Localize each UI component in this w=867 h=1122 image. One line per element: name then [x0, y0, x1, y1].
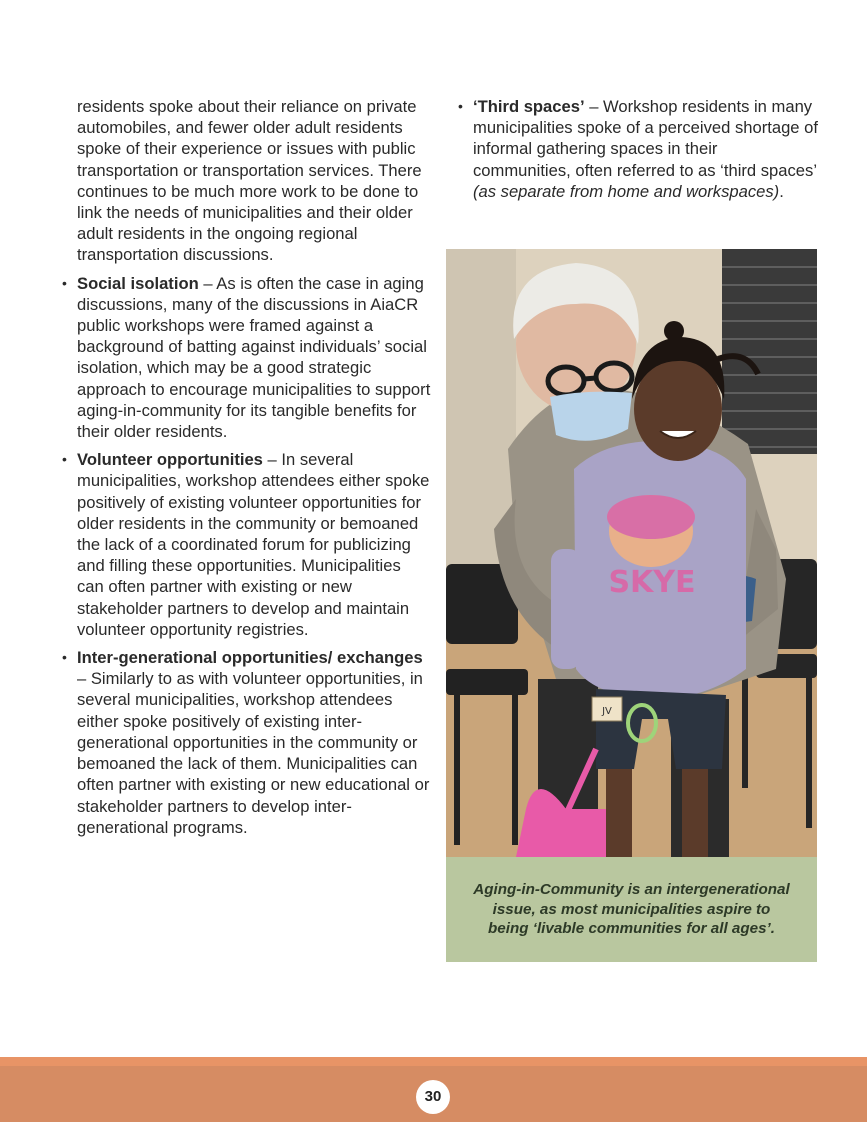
list-item [456, 96, 818, 202]
hoodie-graphic-hat [607, 495, 695, 539]
bullet-list [456, 96, 818, 202]
girl-hair-bun [664, 321, 684, 341]
bullet-text: – In several municipalities, workshop attendees either spoke positively of existing volunteer opportunities for older residents in the community or bemoaned the lack of a coordinated forum for publicizing and filling these opportunities. Municipalities can often partner with existing or new stakeholder partners to develop and maintain volunteer opportunity registries. [77, 450, 430, 639]
list-item [60, 273, 432, 443]
bullet-text: – Workshop residents in many municipalities spoke of a perceived shortage of informal gathering spaces in their communities, often referred to as ‘third spaces’ [473, 97, 818, 180]
bullet-list [60, 273, 432, 838]
photo-caption [446, 857, 817, 962]
bullet-term: Social isolation [77, 273, 199, 293]
workshop-photo [446, 249, 817, 857]
bullet-term: Volunteer opportunities [77, 450, 263, 470]
bullet-italic-text: (as separate from home and workspaces) [473, 181, 780, 201]
continuation-paragraph: residents spoke about their reliance on private automobiles, and fewer older adult residents spoke of their experience or issues with public transportation or transportation services. There continues to be much more work to be done to link the needs of municipalities and their older adult residents in the ongoing regional transportation discussions. [77, 97, 422, 265]
caption-text: Aging-in-Community is an intergenerational issue, as most municipalities aspire to being ‘livable communities for all ages’. [473, 881, 790, 938]
bullet-term: Inter-generational opportunities/ exchanges [77, 648, 423, 668]
list-item [60, 449, 432, 640]
girl-left-leg [606, 769, 632, 857]
photo-illustration [446, 249, 817, 857]
bullet-text: – Similarly to as with volunteer opportunities, in several municipalities, workshop attendees either spoke positively of existing inter-generational opportunities in the community or bemoaned the lack of them. Municipalities can often partner with existing or new educational or stakeholder partners to develop inter-generational programs. [77, 669, 430, 837]
right-column [456, 96, 818, 202]
bullet-end: . [779, 181, 784, 201]
bullet-term: ‘Third spaces’ [473, 97, 585, 116]
name-tag-text: JV [602, 706, 612, 717]
list-item [60, 647, 432, 838]
footer-line [0, 1057, 867, 1066]
page-number: 30 [416, 1080, 450, 1114]
window-blinds [722, 249, 817, 454]
hoodie-text: SKYE [608, 565, 696, 600]
left-column [60, 96, 432, 838]
girl-sleeve [551, 549, 581, 669]
girl-right-leg [682, 769, 708, 857]
bullet-text: – As is often the case in aging discussions, many of the discussions in AiaCR public workshops were framed against a background of batting against individuals’ social isolation, which may be a good strategic approach to encourage municipalities to support aging-in-community for its tangible benefits for their older residents. [77, 273, 431, 442]
